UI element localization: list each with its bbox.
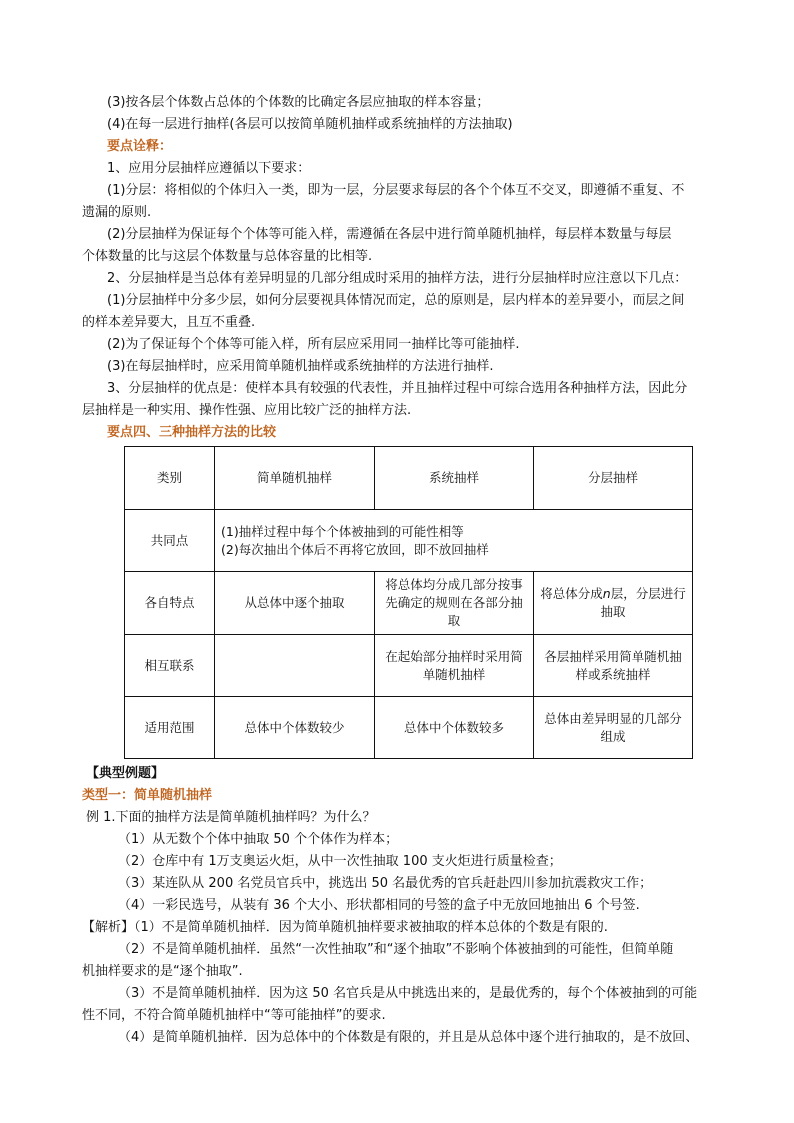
n-variable: n: [602, 586, 611, 601]
feature-stratified: [534, 572, 693, 635]
comparison-table: [124, 446, 693, 759]
keypoint-3-line1: 3、分层抽样的优点是：使样本具有较强的代表性，并且抽样过程中可综合选用各种抽样方法，因此分: [107, 381, 688, 396]
analysis-a2-line2: 机抽样要求的是“逐个抽取”.: [82, 964, 243, 979]
keypoint-2c: (3)在每层抽样时，应采用简单随机抽样或系统抽样的方法进行抽样.: [107, 359, 494, 374]
analysis-a1: [82, 917, 732, 939]
keypoint-2a-line2: 的样本差异要大，且互不重叠.: [82, 315, 256, 330]
common-point-2: (2)每次抽出个体后不再将它放回，即不放回抽样: [221, 541, 489, 557]
scope-stratified: 总体由差异明显的几部分组成: [534, 697, 693, 759]
keypoint-1: 1、应用分层抽样应遵循以下要求：: [107, 161, 311, 176]
keypoint-2b: (2)为了保证每个个体等可能入样，所有层应采用同一抽样比等可能抽样.: [107, 337, 520, 352]
header-systematic: 系统抽样: [375, 447, 534, 510]
analysis-a3-line2: 性不同，不符合简单随机抽样中“等可能抽样”的要求.: [82, 1008, 386, 1023]
table-row: [125, 510, 693, 572]
keypoint-1b-line1: (2)分层抽样为保证每个个体等可能入样，需遵循在各层中进行简单随机抽样，每层样本数量与每层: [107, 227, 672, 242]
table-header-row: [125, 447, 693, 510]
example-1-intro: 例 1.下面的抽样方法是简单随机抽样吗？为什么？: [86, 810, 376, 825]
examples-heading: 【典型例题】: [86, 766, 165, 781]
feature-systematic: 将总体均分成几部分按事先确定的规则在各部分抽取: [375, 572, 534, 635]
analysis-a2-line1: （2）不是简单随机抽样．虽然“一次性抽取”和“逐个抽取”不影响个体被抽到的可能性，但简单随: [118, 942, 674, 957]
section-4-heading: 要点四、三种抽样方法的比较: [107, 425, 277, 440]
common-point-1: (1)抽样过程中每个个体被抽到的可能性相等: [221, 523, 464, 539]
relation-systematic: 在起始部分抽样时采用简单随机抽样: [375, 635, 534, 697]
keypoint-2a-line1: (1)分层抽样中分多少层，如何分层要视具体情况而定，总的原则是，层内样本的差异要小，而层之间: [107, 293, 685, 308]
header-simple-random: 简单随机抽样: [215, 447, 375, 510]
relation-simple-random: [215, 635, 375, 697]
example-1-q2: （2）仓库中有 1万支奥运火炬，从中一次性抽取 100 支火炬进行质量检查；: [118, 854, 562, 869]
keypoint-3-line2: 层抽样是一种实用、操作性强、应用比较广泛的抽样方法.: [82, 403, 412, 418]
step-4-line: (4)在每一层进行抽样(各层可以按简单随机抽样或系统抽样的方法抽取): [107, 117, 513, 132]
scope-simple-random: 总体中个体数较少: [215, 697, 375, 759]
keypoint-1a-line1: (1)分层：将相似的个体归入一类，即为一层，分层要求每层的各个个体互不交叉，即遵循不重复、不: [107, 183, 685, 198]
row-label-scope: 适用范围: [125, 697, 215, 759]
row-label-relation: 相互联系: [125, 635, 215, 697]
analysis-a4-line1: （4）是简单随机抽样．因为总体中的个体数是有限的，并且是从总体中逐个进行抽取的，是不放回、: [118, 1030, 699, 1045]
row-label-features: 各自特点: [125, 572, 215, 635]
analysis-a3-line1: （3）不是简单随机抽样．因为这 50 名官兵是从中挑选出来的，是最优秀的，每个个体被抽到的可能: [118, 986, 698, 1001]
keypoint-2: 2、分层抽样是当总体有差异明显的几部分组成时采用的抽样方法，进行分层抽样时应注意以下几点：: [107, 271, 688, 286]
feature-simple-random: 从总体中逐个抽取: [215, 572, 375, 635]
table-row: [125, 572, 693, 635]
header-stratified: 分层抽样: [534, 447, 693, 510]
step-3-line: (3)按各层个体数占总体的个体数的比确定各层应抽取的样本容量；: [107, 95, 490, 110]
type-1-heading: 类型一：简单随机抽样: [82, 788, 213, 803]
feature-stratified-part1: 将总体分成: [540, 586, 603, 601]
analysis-tag: 【解析】: [82, 920, 135, 935]
common-points-cell: [215, 510, 693, 572]
header-category: 类别: [125, 447, 215, 510]
feature-stratified-part2: 层，分层进行抽取: [600, 586, 686, 619]
keypoint-1b-line2: 个体数量的比与这层个体数量与总体容量的比相等.: [82, 249, 373, 264]
keypoint-1a-line2: 遗漏的原则.: [82, 205, 152, 220]
analysis-a1-text: （1）不是简单随机抽样．因为简单随机抽样要求被抽取的样本总体的个数是有限的.: [134, 920, 608, 935]
row-label-common: 共同点: [125, 510, 215, 572]
relation-stratified: 各层抽样采用简单随机抽样或系统抽样: [534, 635, 693, 697]
example-1-q3: （3）某连队从 200 名党员官兵中，挑选出 50 名最优秀的官兵赶赴四川参加抗震救灾工作；: [118, 876, 653, 891]
table-row: [125, 635, 693, 697]
document-page: [82, 92, 732, 1049]
scope-systematic: 总体中个体数较多: [375, 697, 534, 759]
example-1-q4: （4）一彩民选号，从装有 36 个大小、形状都相同的号签的盒子中无放回地抽出 6 个号签.: [118, 898, 640, 913]
keypoints-heading: 要点诠释：: [107, 139, 173, 154]
example-1-q1: （1）从无数个个体中抽取 50 个个体作为样本；: [118, 832, 399, 847]
table-row: [125, 697, 693, 759]
